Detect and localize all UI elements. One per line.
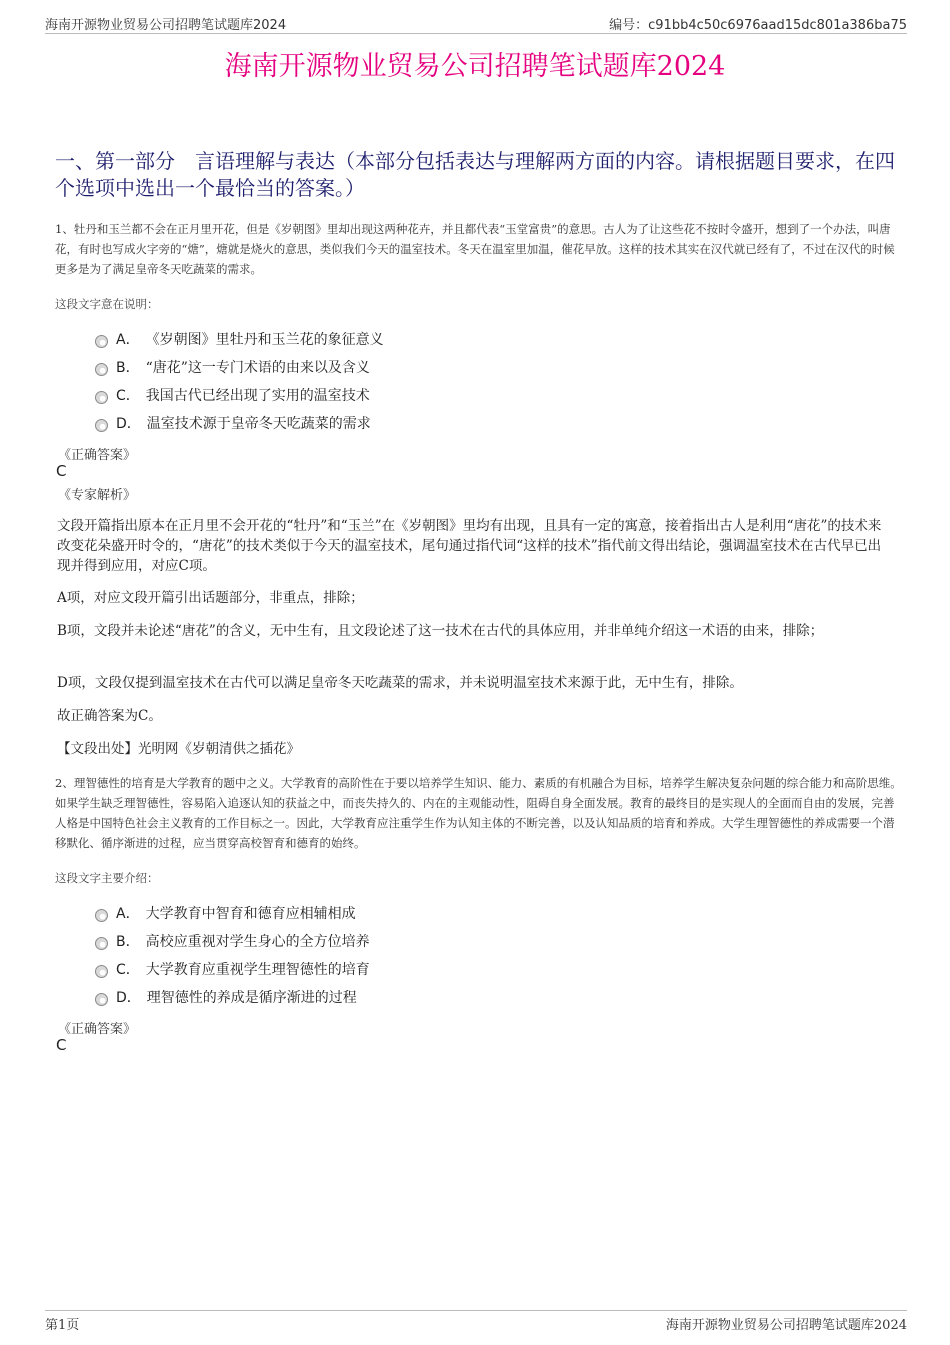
question-1-text: 1、牡丹和玉兰都不会在正月里开花，但是《岁朝图》里却出现这两种花卉，并且都代表“玉堂富贵”的意思。古人为了让这些花不按时令盛开，想到了一个办法，叫唐花，有时也写成火字旁的“煻”，煻就是烧火的意思，类似我们今天的温室技术。冬天在温室里加温，催花早放。这样的技术其实在汉代就已经有了，不过在汉代的时候更多是为了满足皇帝冬天吃蔬菜的需求。 <box>55 222 895 276</box>
option-letter: D． <box>116 990 141 1006</box>
analysis-paragraph: 故正确答案为C。 <box>57 708 162 724</box>
question-2-text: 2、理智德性的培育是大学教育的题中之义。大学教育的高阶性在于要以培养学生知识、能力、素质的有机融合为目标，培养学生解决复杂问题的综合能力和高阶思维。如果学生缺乏理智德性，容易陷入追逐认知的获益之中，而丧失持久的、内在的主观能动性，阻碍自身全面发展。教育的最终目的是实现人的全面而自由的发展，完善人格是中国特色社会主义教育的工作目标之一。因此，大学教育应注重学生作为认知主体的不断完善，以及认知品质的培育和养成。大学生理智德性的养成需要一个潜移默化、循序渐进的过程，应当贯穿高校智育和德育的始终。 <box>55 776 902 850</box>
radio-icon[interactable] <box>95 909 108 922</box>
analysis-paragraph: 文段开篇指出原本在正月里不会开花的“牡丹”和“玉兰”在《岁朝图》里均有出现，且具有一定的寓意，接着指出古人是利用“唐花”的技术来改变花朵盛开时令的，“唐花”的技术类似于今天的温室技术，尾句通过指代词“这样的技术”指代前文得出结论，强调温室技术在古代早已出现并得到应用，对应C项。 <box>57 518 882 574</box>
option-letter: B． <box>116 934 140 950</box>
answer-label: 《正确答案》 <box>58 448 137 463</box>
option-text: 理智德性的养成是循序渐进的过程 <box>146 990 357 1006</box>
question-1-option-b[interactable] <box>95 357 370 377</box>
answer-value: C <box>56 1036 67 1054</box>
answer-value: C <box>56 462 67 480</box>
option-letter: C． <box>116 962 140 978</box>
option-text: 温室技术源于皇帝冬天吃蔬菜的需求 <box>146 416 371 432</box>
analysis-paragraph: D项，文段仅提到温室技术在古代可以满足皇帝冬天吃蔬菜的需求，并未说明温室技术来源于此，无中生有，排除。 <box>57 675 743 691</box>
option-letter: A． <box>116 906 140 922</box>
page-header <box>45 14 907 34</box>
radio-icon[interactable] <box>95 937 108 950</box>
option-letter: C． <box>116 388 140 404</box>
option-text: 《岁朝图》里牡丹和玉兰花的象征意义 <box>145 332 384 348</box>
option-text: 大学教育中智育和德育应相辅相成 <box>145 906 356 922</box>
page-footer <box>45 1310 907 1333</box>
option-text: “唐花”这一专门术语的由来以及含义 <box>145 360 370 376</box>
question-2-option-a[interactable] <box>95 903 356 923</box>
document-number: 编号：c91bb4c50c6976aad15dc801a386ba75 <box>609 18 907 33</box>
radio-icon[interactable] <box>95 993 108 1006</box>
question-1-option-d[interactable] <box>95 413 371 433</box>
option-letter: A． <box>116 332 140 348</box>
option-letter: B． <box>116 360 140 376</box>
option-letter: D． <box>116 416 141 432</box>
question-1-prompt: 这段文字意在说明： <box>55 297 159 311</box>
page-title: 海南开源物业贸易公司招聘笔试题库2024 <box>224 51 726 82</box>
option-text: 大学教育应重视学生理智德性的培育 <box>145 962 370 978</box>
question-2-prompt: 这段文字主要介绍： <box>55 871 159 885</box>
analysis-paragraph: A项，对应文段开篇引出话题部分，非重点，排除； <box>57 590 364 606</box>
question-2-option-b[interactable] <box>95 931 370 951</box>
analysis-paragraph: B项，文段并未论述“唐花”的含义，无中生有，且文段论述了这一技术在古代的具体应用，并非单纯介绍这一术语的由来，排除； <box>57 623 824 639</box>
option-text: 高校应重视对学生身心的全方位培养 <box>145 934 370 950</box>
radio-icon[interactable] <box>95 363 108 376</box>
header-title: 海南开源物业贸易公司招聘笔试题库2024 <box>45 18 287 33</box>
question-1-option-c[interactable] <box>95 385 370 405</box>
footer-title: 海南开源物业贸易公司招聘笔试题库2024 <box>665 1318 907 1333</box>
option-text: 我国古代已经出现了实用的温室技术 <box>145 388 370 404</box>
radio-icon[interactable] <box>95 391 108 404</box>
question-2-option-c[interactable] <box>95 959 370 979</box>
question-1-option-a[interactable] <box>95 329 384 349</box>
source-citation: 【文段出处】光明网《岁朝清供之插花》 <box>57 741 300 757</box>
radio-icon[interactable] <box>95 419 108 432</box>
section-heading: 一、第一部分 言语理解与表达（本部分包括表达与理解两方面的内容。请根据题目要求，在四个选项中选出一个最恰当的答案。） <box>55 149 895 200</box>
radio-icon[interactable] <box>95 335 108 348</box>
analysis-label: 《专家解析》 <box>58 488 137 503</box>
page-number: 第1页 <box>45 1318 80 1333</box>
answer-label: 《正确答案》 <box>58 1022 137 1037</box>
question-2-option-d[interactable] <box>95 987 357 1007</box>
radio-icon[interactable] <box>95 965 108 978</box>
